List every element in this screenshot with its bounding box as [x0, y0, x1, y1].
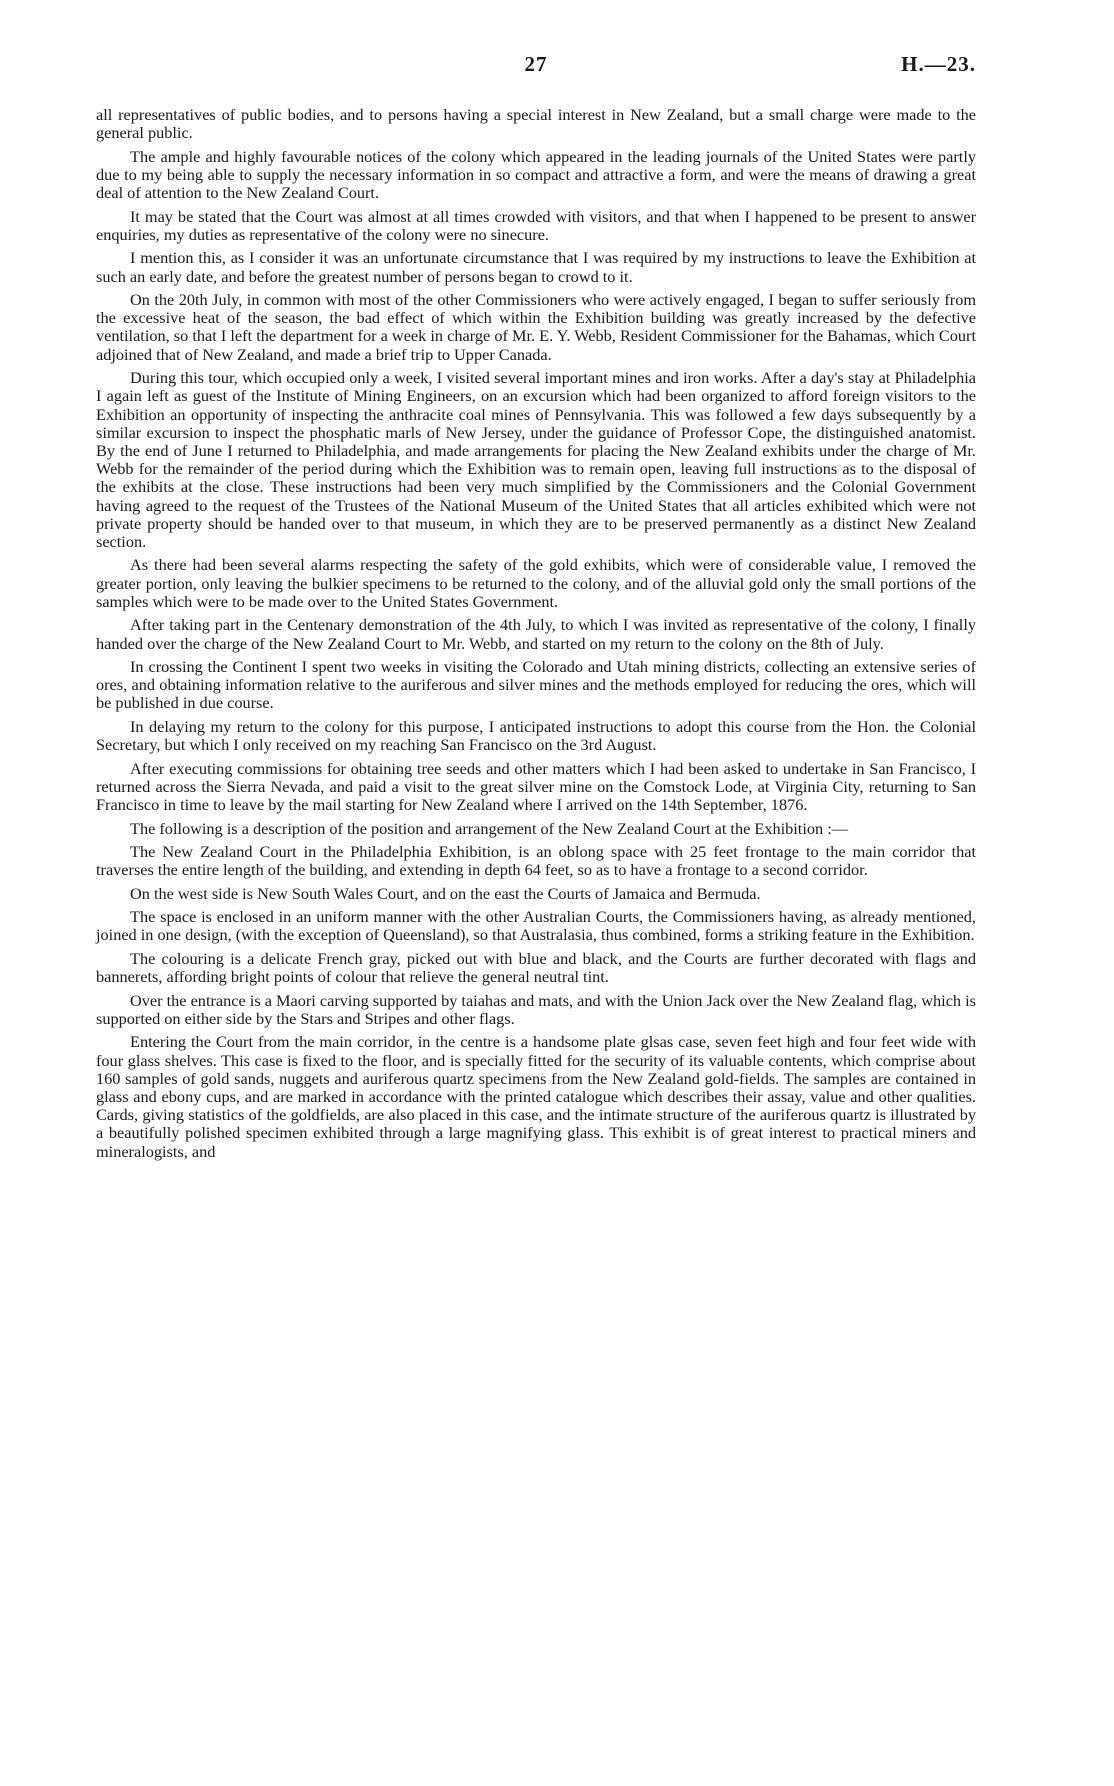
paragraph-entrance: Over the entrance is a Maori carving supported by taiahas and mats, and with the Union Jack over the New Zealand flag, which is supported on either side by the Stars and Stripes and other flags.: [96, 990, 976, 1028]
page-header: [96, 52, 976, 82]
paragraph-continuation: all representatives of public bodies, and to persons having a special interest in New Zealand, but a small charge were made to the general public.: [96, 105, 976, 143]
paragraph-description-intro: The following is a description of the position and arrangement of the New Zealand Court at the Exhibition :—: [130, 818, 849, 838]
paragraph-court-space: The New Zealand Court in the Philadelphia Exhibition, is an oblong space with 25 feet frontage to the main corridor that traverses the entire length of the building, and extending in depth 64 feet, so as to have a frontage to a second corridor.: [96, 842, 976, 880]
page-number: 27: [524, 52, 548, 76]
paragraph-enclosure: The space is enclosed in an uniform manner with the other Australian Courts, the Commissioners having, as already mentioned, joined in one design, (with the exception of Queensland), so that Australasia, thus combined, forms a striking feature in the Exhibition.: [96, 907, 976, 945]
paragraph-san-francisco: After executing commissions for obtaining tree seeds and other matters which I had been asked to undertake in San Francisco, I returned across the Sierra Nevada, and paid a visit to the great silver mine on the Comstock Lode, at Virginia City, returning to San Francisco in time to leave by the mail starting for New Zealand where I arrived on the 14th September, 1876.: [96, 758, 976, 815]
body-text: [96, 106, 976, 1166]
paragraph-crossing-continent: In crossing the Continent I spent two weeks in visiting the Colorado and Utah mining districts, collecting an extensive series of ores, and obtaining information relative to the auriferous and silver mines and the methods employed for reducing the ores, which will be published in due course.: [96, 657, 976, 713]
paragraph-newspaper-notices: The ample and highly favourable notices of the colony which appeared in the leading journals of the United States were partly due to my being able to supply the necessary information in so compact and attractive a form, and were the means of drawing a great deal of attention to the New Zealand Court.: [96, 146, 976, 203]
paragraph-delaying-return: In delaying my return to the colony for this purpose, I anticipated instructions to adopt this course from the Hon. the Colonial Secretary, but which I only received on my reaching San Francisco on the 3rd August.: [96, 716, 976, 755]
paragraph-centenary: After taking part in the Centenary demonstration of the 4th July, to which I was invited as representative of the colony, I finally handed over the charge of the New Zealand Court to Mr. Webb, and started on my return to the colony on the 8th of July.: [96, 615, 976, 653]
document-reference: H.—23.: [901, 52, 976, 76]
paragraph-gold-exhibits: As there had been several alarms respecting the safety of the gold exhibits, which were of considerable value, I removed the greater portion, only leaving the bulkier specimens to be returned to the colony, and of the alluvial gold only the small portions of the samples which were to be made over to the United States Government.: [96, 555, 976, 611]
paragraph-colouring: The colouring is a delicate French gray, picked out with blue and black, and the Courts are further decorated with flags and bannerets, affording bright points of colour that relieve the general neutral tint.: [96, 948, 976, 987]
paragraph-heat-trip-canada: On the 20th July, in common with most of the other Commissioners who were actively engaged, I began to suffer seriously from the excessive heat of the season, the bad effect of which within the Exhibition building was greatly increased by the defective ventilation, so that I left the department for a week in charge of Mr. E. Y. Webb, Resident Commissioner for the Bahamas, which Court adjoined that of New Zealand, and made a brief trip to Upper Canada.: [96, 290, 976, 364]
paragraph-gold-case: Entering the Court from the main corridor, in the centre is a handsome plate glsas case, seven feet high and four feet wide with four glass shelves. This case is fixed to the floor, and is specially fitted for the security of its valuable contents, which comprise about 160 samples of gold sands, nuggets and auriferous quartz specimens from the New Zealand gold-fields. The samples are contained in glass and ebony cups, and are marked in accordance with the printed catalogue which describes their assay, value and other qualities. Cards, giving statistics of the goldfields, are also placed in this case, and the intimate structure of the auriferous quartz is illustrated by a beautifully polished specimen exhibited through a large magnifying glass. This exhibit is of great interest to practical miners and mineralogists, and: [96, 1032, 976, 1161]
paragraph-tour-mines: During this tour, which occupied only a week, I visited several important mines and iron works. After a day's stay at Philadelphia I again left as guest of the Institute of Mining Engineers, on an excursion which had been organized to afford foreign visitors to the Exhibition an opportunity of inspecting the anthracite coal mines of Pennsylvania. This was followed a few days subsequently by a similar excursion to inspect the phosphatic marls of New Jersey, under the guidance of Professor Cope, the distinguished anatomist. By the end of June I returned to Philadelphia, and made arrangements for placing the New Zealand exhibits under the charge of Mr. Webb for the remainder of the period during which the Exhibition was to remain open, leaving full instructions as to the disposal of the exhibits at the close. These instructions had been very much simplified by the Commissioners and the Colonial Government having agreed to the request of the Trustees of the National Museum of the United States that all articles exhibited which were not private property should be handed over to that museum, in which they are to be preserved permanently as a distinct New Zealand section.: [96, 368, 976, 551]
paragraph-early-departure: I mention this, as I consider it was an unfortunate circumstance that I was required by my instructions to leave the Exhibition at such an early date, and before the greatest number of persons began to crowd to it.: [96, 248, 976, 286]
paragraph-neighbouring-courts: On the west side is New South Wales Court, and on the east the Courts of Jamaica and Bermuda.: [130, 883, 761, 903]
paragraph-court-crowded: It may be stated that the Court was almost at all times crowded with visitors, and that when I happened to be present to answer enquiries, my duties as representative of the colony were no sinecure.: [96, 206, 976, 244]
